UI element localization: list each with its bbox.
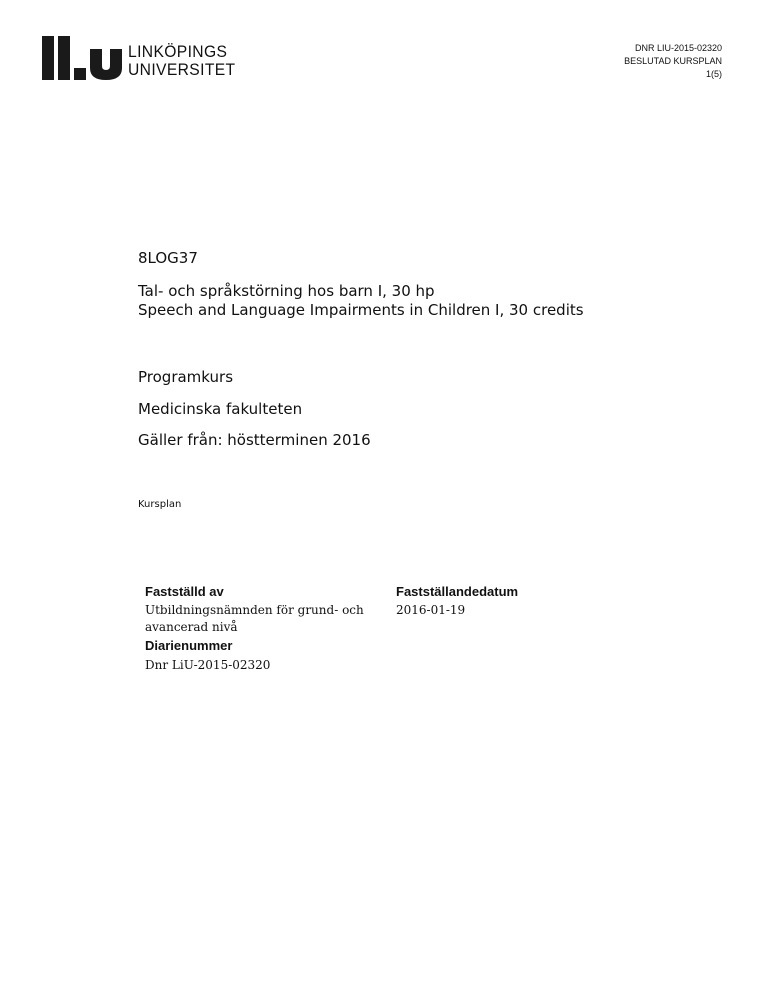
established-by-line-1: Utbildningsnämnden för grund- och <box>145 603 364 617</box>
logo-line-2: UNIVERSITET <box>128 60 236 79</box>
course-title-swedish: Tal- och språkstörning hos barn I, 30 hp <box>138 282 435 300</box>
page-number: 1(5) <box>705 69 722 79</box>
date-label: Fastställandedatum <box>396 584 519 599</box>
logo-wordmark <box>128 43 235 79</box>
registration-value: Dnr LiU-2015-02320 <box>145 658 271 672</box>
course-type: Programkurs <box>138 368 234 386</box>
dnr-number: DNR LIU-2015-02320 <box>634 43 722 53</box>
document-status: BESLUTAD KURSPLAN <box>624 56 722 66</box>
university-logo <box>42 36 242 82</box>
date-value: 2016-01-19 <box>396 603 466 617</box>
established-by-label: Fastställd av <box>145 584 224 599</box>
established-by-line-2: avancerad nivå <box>145 620 238 634</box>
faculty: Medicinska fakulteten <box>138 400 303 418</box>
logo-line-1: LINKÖPINGS <box>128 42 228 61</box>
registration-label: Diarienummer <box>145 638 233 653</box>
established-by-value <box>145 602 385 636</box>
document-type: Kursplan <box>138 499 182 510</box>
course-title-english: Speech and Language Impairments in Children I, 30 credits <box>138 301 584 319</box>
document-header-info <box>624 42 722 81</box>
valid-from: Gäller från: höstterminen 2016 <box>138 431 371 449</box>
course-code: 8LOG37 <box>138 249 198 267</box>
liu-logo-icon <box>42 36 122 80</box>
